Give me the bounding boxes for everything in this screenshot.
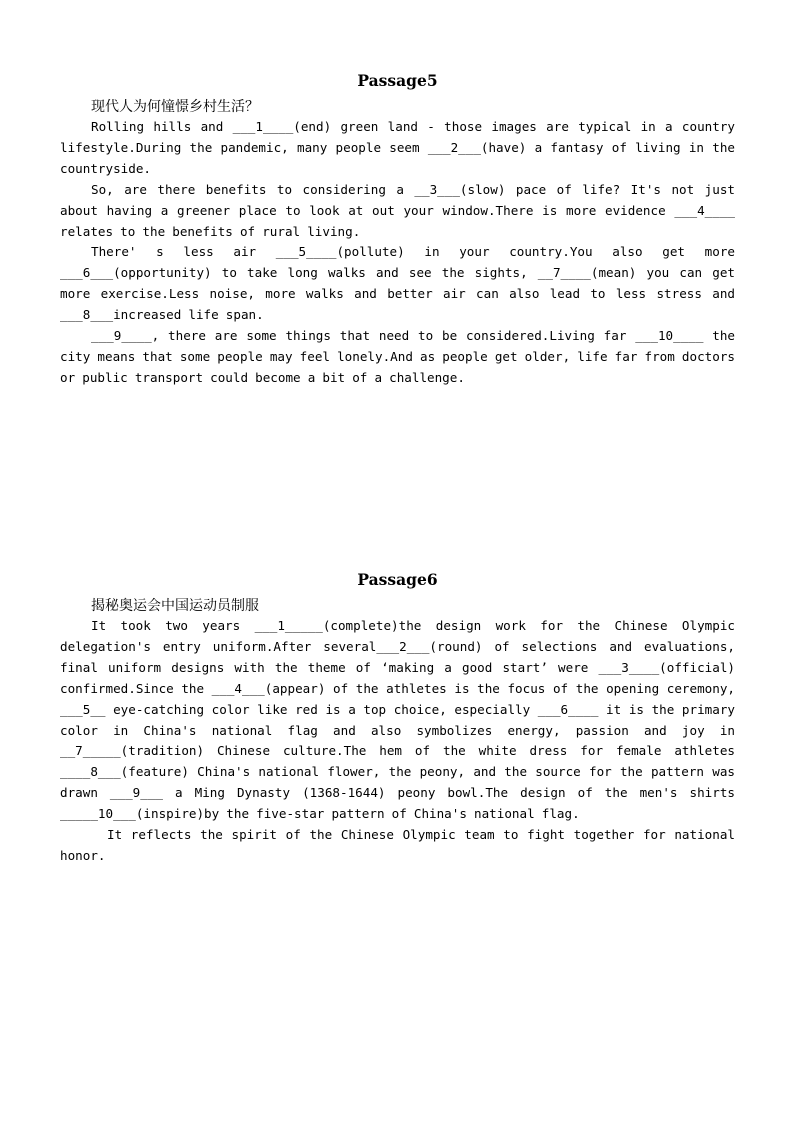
passage-5-title: Passage5 — [357, 71, 438, 90]
passage-6-title: Passage6 — [357, 570, 438, 589]
passage-6-paragraph-1: It took two years ___1_____(complete)the design work for the Chinese Olympic delegation's entry uniform.After several___2___(round) of selections and evaluations, final uniform designs with the theme of ‘making a good start’ were ___3____(official) confirmed.Since the ___4___(appear) of the athletes is the focus of the opening ceremony, ___5__ eye-catching color like red is a top choice, especially ___6____ it is the primary color in China's national flag and also symbolizes energy, passion and joy in __7_____(tradition) Chinese culture.The hem of the white dress for female athletes ____8___(feature) China's national flower, the peony, and the source for the pattern was drawn ___9___ a Ming Dynasty (1368-1644) peony bowl.The design of the men's shirts _____10___(inspire)by the five-star pattern of China's national flag. — [60, 618, 735, 822]
passage-5-section — [60, 70, 735, 389]
passage-6-subtitle: 揭秘奥运会中国运动员制服 — [91, 598, 259, 614]
passage-5-paragraph-4: ___9____, there are some things that need to be considered.Living far ___10____ the city means that some people may feel lonely.And as people get older, life far from doctors or public transport could become a bit of a challenge. — [60, 328, 735, 385]
passage-5-paragraph-2: So, are there benefits to considering a __3___(slow) pace of life? It's not just about having a greener place to look at out your window.There is more evidence ___4____ relates to the benefits of rural living. — [60, 181, 735, 239]
passage-5-paragraph-3: There' s less air ___5____(pollute) in your country.You also get more ___6___(opportunity) to take long walks and see the sights, __7____(mean) you can get more exercise.Less noise, more walks and better air can also lead to less stress and ___8___increased life span. — [60, 244, 735, 323]
passage-5-paragraph-1: Rolling hills and ___1____(end) green land - those images are typical in a country lifestyle.During the pandemic, many people seem ___2___(have) a fantasy of living in the countryside. — [60, 119, 735, 176]
passage-6-paragraph-2: It reflects the spirit of the Chinese Olympic team to fight together for national honor. — [60, 827, 735, 863]
passage-6-section — [60, 569, 735, 867]
passage-5-subtitle: 现代人为何憧憬乡村生活？ — [91, 99, 259, 115]
